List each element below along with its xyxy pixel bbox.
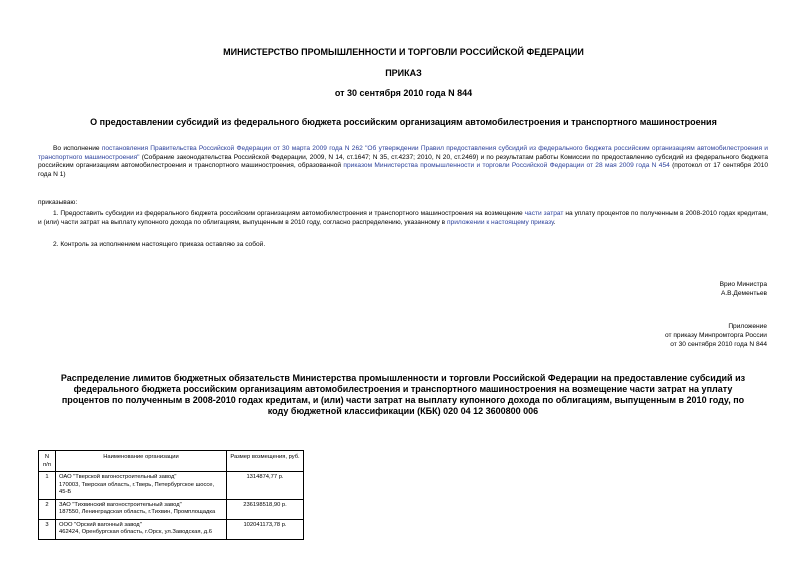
row-amount: 236198518,90 р. [227,499,304,519]
item1-text-1: 1. Предоставить субсидии из федерального бюджета российским организациям автомобилестроения и транспортного машиностроения на возмещение [53,210,525,217]
organizations-table [38,450,304,540]
appendix-label: Приложение [728,323,767,330]
organization-address: 170003, Тверская область, г.Тверь, Петербургское шоссе, 45-Б [59,481,215,495]
table-row [39,499,304,519]
row-number: 2 [39,499,56,519]
order-date: от 30 сентября 2010 года N 844 [334,88,473,98]
organization-address: 187550, Ленинградская область, г.Тихвин, Промплощадка [59,509,216,515]
row-organization [56,499,227,519]
header-organization: Наименование организации [56,451,227,472]
table-row [39,472,304,500]
distribution-title: Распределение лимитов бюджетных обязательств Министерства промышленности и торговли Российской Федерации на предоставление субсидий из федерального бюджета российским организациям автомобилестроения и транспортного машиностроения на возмещение части затрат на уплату процентов по полученным в 2008-2010 годах кредитам, и (или) части затрат на выплату купонного дохода по облигациям, выпущенным в 2010 году, по коду бюджетной классификации (КБК) 020 04 12 3600800 006 [60,373,746,416]
intro-paragraph [38,145,768,179]
organization-name: ЗАО "Тихвинский вагоностроительный завод" [59,501,182,508]
row-organization [56,472,227,500]
order-title: О предоставлении субсидий из федерального бюджета российским организациям автомобилестроения и транспортного машиностроения [90,117,717,127]
intro-text-3: (протокол от 17 сентября 2010 года N 1) [38,162,768,178]
header-amount: Размер возмещения, руб. [227,451,304,472]
row-amount: 1314874,77 р. [227,472,304,500]
item1-text-3: . [553,218,556,226]
table-row [39,519,304,539]
order-item-2: 2. Контроль за исполнением настоящего приказа оставляю за собой. [53,241,266,248]
header-number: N п/п [39,451,56,472]
table-header-row [39,451,304,472]
organization-address: 462424, Оренбургская область, г.Орск, ул.Заводская, д.6 [59,529,212,535]
appendix-ref: от приказу Минпромторга России [664,332,767,339]
appendix-link[interactable]: приложении к настоящему приказу [446,218,554,226]
row-number: 3 [39,519,56,539]
organization-name: ОАО "Тверской вагоностроительный завод" [59,474,177,480]
government-decree-link[interactable]: постановления Правительства Российской Федерации от 30 марта 2009 года N 262 "Об утверждении Правил предоставления субсидий из федерального бюджета российским организациям автомобилестроения и транспортного машиностроения" [38,145,768,161]
organization-name: ООО "Орский вагонный завод" [59,521,142,528]
order-heading: ПРИКАЗ [385,68,422,78]
row-organization [56,519,227,539]
order-word: приказываю: [38,199,78,206]
row-number: 1 [39,472,56,500]
intro-text-2: (Собрание законодательства Российской Федерации, 2009, N 14, ст.1647; N 35, ст.4237; 2010, N 20, ст.2469) и по результатам работы Комиссии по предоставлению субсидий из федерального бюджета российским организациям автомобилестроения и транспортного машиностроения, образованной [38,153,769,169]
ministry-order-link[interactable]: приказом Министерства промышленности и торговли Российской Федерации от 28 мая 2009 года N 454 [343,162,670,169]
item1-text-2: на уплату процентов по полученным в 2008-2010 годах кредитам, и (или) части затрат на выплату купонного дохода по облигациям, выпущенным в 2010 году, согласно распределению, указанному в [38,210,768,226]
cost-part-link[interactable]: части затрат [524,210,564,217]
intro-text-1: Во исполнение [53,145,102,152]
appendix-block [665,322,767,349]
row-amount: 102041173,78 р. [227,519,304,539]
appendix-date: от 30 сентября 2010 года N 844 [670,341,767,348]
signature-role: Врио Министра [719,281,767,288]
ministry-heading: МИНИСТЕРСТВО ПРОМЫШЛЕННОСТИ И ТОРГОВЛИ РОССИЙСКОЙ ФЕДЕРАЦИИ [223,47,584,57]
order-item-1 [38,210,768,227]
signature-block [720,280,767,298]
signature-name: А.В.Дементьев [720,290,767,297]
